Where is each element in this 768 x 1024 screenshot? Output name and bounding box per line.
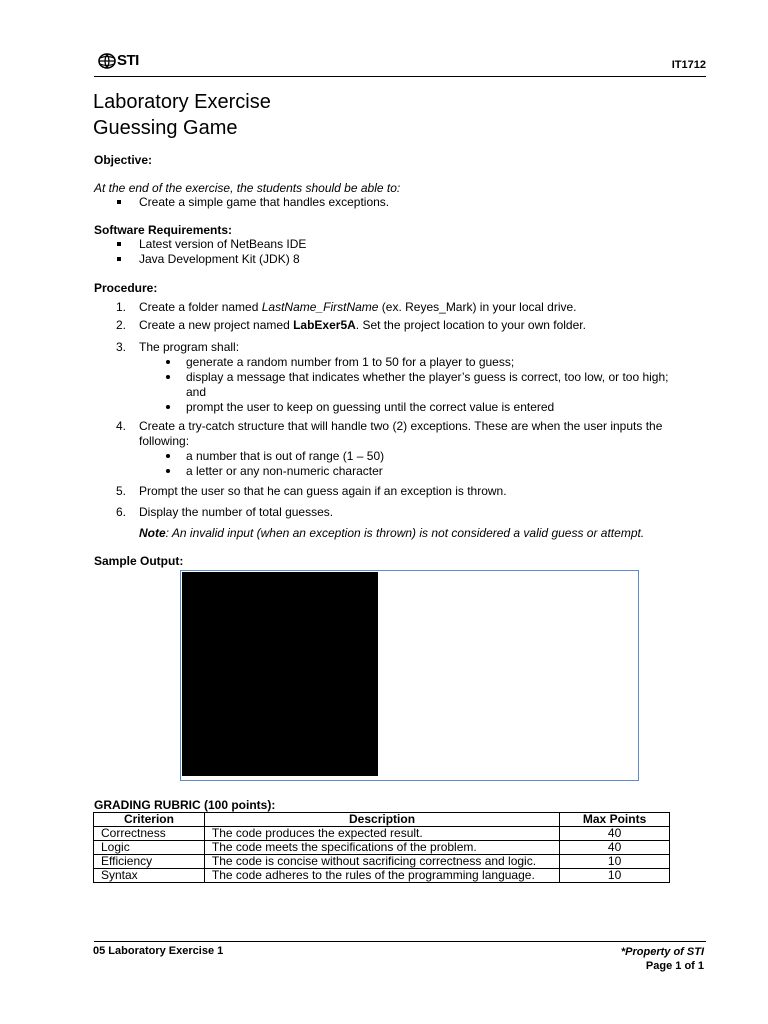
objective-list — [117, 195, 389, 210]
description-cell: The code is concise without sacrificing correctness and logic. — [204, 855, 559, 869]
objective-label: Objective: — [94, 153, 153, 167]
page-header — [94, 52, 706, 78]
table-row — [94, 855, 670, 869]
table-row — [94, 827, 670, 841]
grading-rubric-table — [93, 812, 670, 883]
list-item: a number that is out of range (1 – 50) — [162, 449, 706, 464]
criterion-cell: Correctness — [94, 827, 205, 841]
page-title — [93, 89, 271, 141]
step-number: 5. — [116, 484, 127, 498]
step-3-bullets — [162, 355, 706, 415]
criterion-cell: Logic — [94, 841, 205, 855]
step-number: 6. — [116, 505, 127, 519]
column-header: Criterion — [94, 813, 205, 827]
step-number: 2. — [116, 318, 127, 332]
rubric-title: GRADING RUBRIC (100 points): — [94, 798, 276, 812]
list-item: Create a simple game that handles exceptions. — [117, 195, 389, 210]
sample-output-image — [182, 572, 378, 776]
description-cell: The code meets the specifications of the problem. — [204, 841, 559, 855]
points-cell: 40 — [560, 827, 670, 841]
footer-document-title: 05 Laboratory Exercise 1 — [93, 945, 224, 957]
footer-meta — [621, 945, 704, 973]
procedure-step-5: 5. Prompt the user so that he can guess again if an exception is thrown. — [116, 484, 507, 498]
criterion-cell: Efficiency — [94, 855, 205, 869]
page-number: Page 1 of 1 — [645, 960, 704, 972]
header-divider — [94, 76, 706, 77]
table-header-row — [94, 813, 670, 827]
objective-intro: At the end of the exercise, the students should be able to: — [94, 181, 401, 195]
title-line-1: Laboratory Exercise — [93, 91, 271, 113]
software-list — [117, 237, 306, 267]
list-item: Latest version of NetBeans IDE — [117, 237, 306, 252]
software-label: Software Requirements: — [94, 223, 233, 237]
list-item: display a message that indicates whether the player’s guess is correct, too low, or too high; and — [162, 370, 706, 400]
step-number: 1. — [116, 300, 127, 314]
points-cell: 10 — [560, 855, 670, 869]
sti-logo — [98, 52, 139, 69]
procedure-step-6: 6. Display the number of total guesses. — [116, 505, 334, 519]
step-number: 4. — [116, 419, 127, 433]
description-cell: The code produces the expected result. — [204, 827, 559, 841]
points-cell: 10 — [560, 869, 670, 883]
procedure-note: Note: An invalid input (when an exception is thrown) is not considered a valid guess or attempt. — [139, 526, 645, 540]
list-item: a letter or any non-numeric character — [162, 464, 706, 479]
table-row — [94, 841, 670, 855]
list-item: prompt the user to keep on guessing until the correct value is entered — [162, 400, 706, 415]
property-notice: *Property of STI — [620, 946, 704, 958]
points-cell: 40 — [560, 841, 670, 855]
list-item: Java Development Kit (JDK) 8 — [117, 252, 306, 267]
footer-divider — [94, 941, 706, 942]
criterion-cell: Syntax — [94, 869, 205, 883]
procedure-step-1: 1. Create a folder named LastName_FirstName (ex. Reyes_Mark) in your local drive. — [116, 300, 577, 314]
table-row — [94, 869, 670, 883]
title-line-2: Guessing Game — [93, 117, 238, 139]
step-number: 3. — [116, 340, 127, 354]
procedure-step-2: 2. Create a new project named LabExer5A. Set the project location to your own folder. — [116, 318, 586, 332]
sample-output-label: Sample Output: — [94, 554, 184, 568]
procedure-step-3: 3. The program shall: generate a random number from 1 to 50 for a player to guess; display a message that indicates whether the player’s guess is correct, too low, or too high; and prompt the user to keep on guessing until the correct value is entered — [116, 340, 706, 415]
list-item: generate a random number from 1 to 50 for a player to guess; — [162, 355, 706, 370]
column-header: Max Points — [560, 813, 670, 827]
folder-name-format: LastName_FirstName — [261, 300, 379, 314]
project-name: LabExer5A — [293, 318, 356, 332]
document-code: IT1712 — [671, 59, 706, 71]
procedure-label: Procedure: — [94, 281, 158, 295]
globe-icon — [98, 53, 116, 69]
description-cell: The code adheres to the rules of the programming language. — [204, 869, 559, 883]
procedure-step-4: 4. Create a try-catch structure that will handle two (2) exceptions. These are when the user inputs the following: a number that is out of range (1 – 50) a letter or any non-numeric character — [116, 419, 706, 479]
logo-text: STI — [117, 52, 139, 69]
column-header: Description — [204, 813, 559, 827]
note-label: Note — [139, 526, 166, 540]
step-4-bullets — [162, 449, 706, 479]
